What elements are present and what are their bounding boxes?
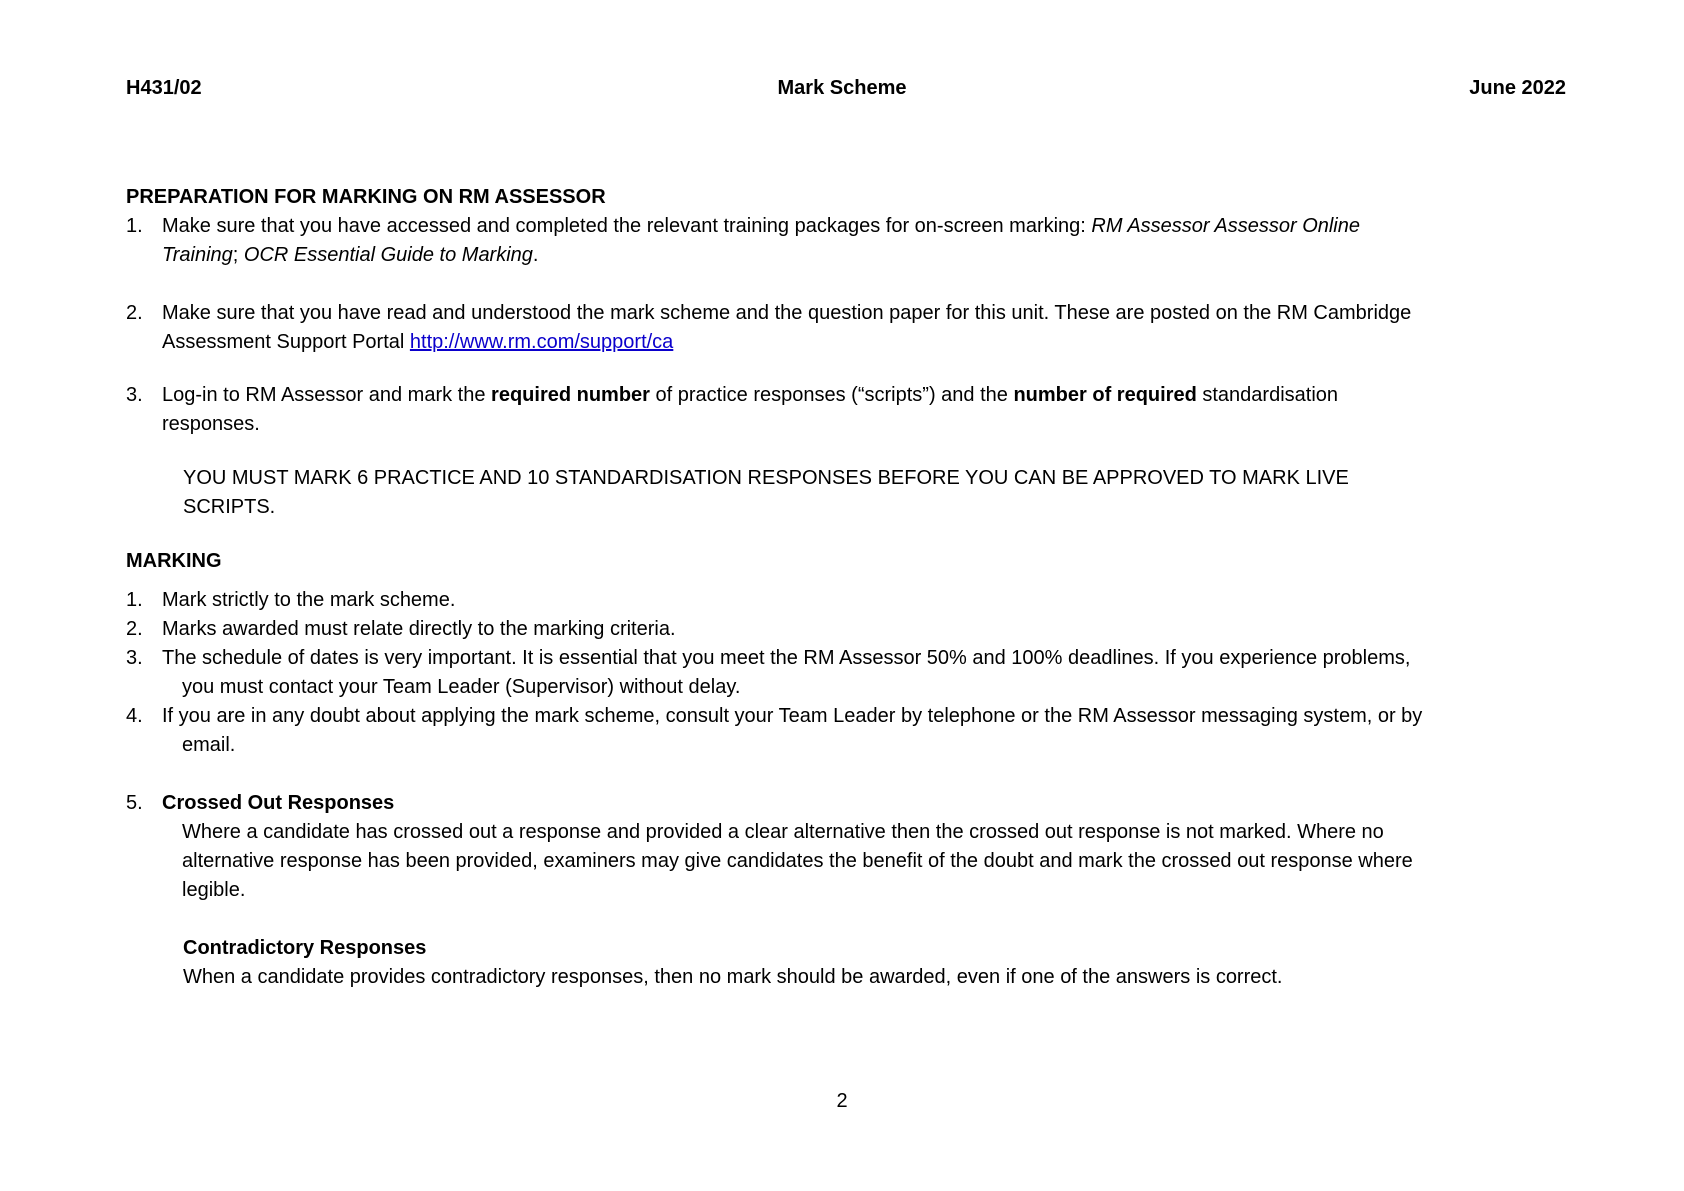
practice-notice <box>126 464 1566 522</box>
list-text: Marks awarded must relate directly to the marking criteria. <box>162 618 676 640</box>
contradictory-section <box>126 934 1566 992</box>
list-number: 1. <box>126 589 143 611</box>
list-text: Mark strictly to the mark scheme. <box>162 589 456 611</box>
list-number: 3. <box>126 647 143 669</box>
page-number: 2 <box>836 1090 848 1112</box>
page-header-center: Mark Scheme <box>777 77 907 99</box>
item-text: of practice responses (“scripts”) and the <box>649 384 1014 406</box>
list-text <box>162 241 1566 270</box>
page-header-right: June 2022 <box>1469 77 1566 99</box>
marking-item-1 <box>126 586 1566 615</box>
emphasis-text: required number <box>491 384 650 406</box>
marking-item-3 <box>126 644 1566 702</box>
item-text: ; <box>232 244 244 266</box>
marking-item-2 <box>126 615 1566 644</box>
emphasis-text: number of required <box>1013 384 1197 406</box>
item-text: . <box>532 244 539 266</box>
preparation-item-2 <box>126 299 1566 357</box>
item-text: Make sure that you have accessed and completed the relevant training packages for on-screen marking: <box>162 215 1092 237</box>
guide-reference: OCR Essential Guide to Marking <box>243 244 533 266</box>
list-text <box>162 212 1566 241</box>
list-text: When a candidate provides contradictory responses, then no mark should be awarded, even if one of the answers is correct. <box>183 966 1283 988</box>
contradictory-title: Contradictory Responses <box>183 937 427 959</box>
list-number: 2. <box>126 302 143 324</box>
page-content <box>126 183 1566 992</box>
list-text <box>162 328 1566 357</box>
preparation-item-3 <box>126 381 1566 439</box>
list-text <box>162 381 1566 410</box>
marking-item-4 <box>126 702 1566 760</box>
preparation-title: PREPARATION FOR MARKING ON RM ASSESSOR <box>126 186 606 208</box>
list-number: 5. <box>126 792 143 814</box>
list-text: If you are in any doubt about applying the mark scheme, consult your Team Leader by telephone or the RM Assessor messaging system, or by <box>162 705 1423 727</box>
support-portal-link[interactable]: http://www.rm.com/support/ca <box>409 331 674 353</box>
item-text: standardisation <box>1196 384 1339 406</box>
preparation-item-1 <box>126 212 1566 270</box>
training-reference: Training <box>162 244 233 266</box>
notice-line: YOU MUST MARK 6 PRACTICE AND 10 STANDARDISATION RESPONSES BEFORE YOU CAN BE APPROVED TO MARK LIVE <box>183 467 1349 489</box>
list-number: 4. <box>126 705 143 727</box>
list-text: The schedule of dates is very important. It is essential that you meet the RM Assessor 50% and 100% deadlines. If you experience problems, <box>162 647 1411 669</box>
training-reference: RM Assessor Assessor Online <box>1091 215 1360 237</box>
list-text: responses. <box>162 413 260 435</box>
item-text: Log-in to RM Assessor and mark the <box>162 384 492 406</box>
marking-item-5 <box>126 789 1566 905</box>
marking-title: MARKING <box>126 550 222 572</box>
item-text: Assessment Support Portal <box>162 331 410 353</box>
list-number: 1. <box>126 215 143 237</box>
notice-line: SCRIPTS. <box>183 496 276 518</box>
list-number: 3. <box>126 384 143 406</box>
list-text: you must contact your Team Leader (Supervisor) without delay. <box>182 676 741 698</box>
list-text: email. <box>182 734 236 756</box>
list-text: legible. <box>182 879 246 901</box>
list-text: Where a candidate has crossed out a response and provided a clear alternative then the crossed out response is not marked. Where no <box>182 821 1384 843</box>
crossed-out-title: Crossed Out Responses <box>162 792 395 814</box>
list-text: alternative response has been provided, examiners may give candidates the benefit of the doubt and mark the crossed out response where <box>182 850 1413 872</box>
list-text: Make sure that you have read and understood the mark scheme and the question paper for this unit. These are posted on the RM Cambridge <box>162 302 1412 324</box>
page-header-left: H431/02 <box>126 77 202 99</box>
list-number: 2. <box>126 618 143 640</box>
